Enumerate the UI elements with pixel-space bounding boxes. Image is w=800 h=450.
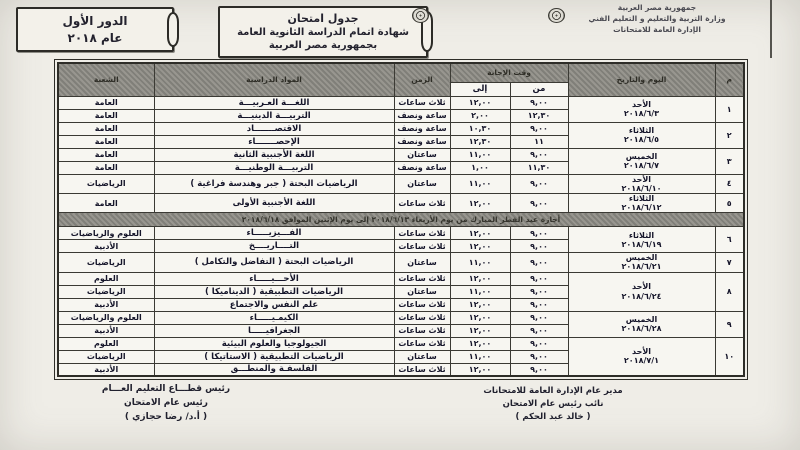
duration: ساعتان <box>394 350 450 363</box>
time-from: ٩,٠٠ <box>510 227 568 240</box>
time-from: ٩,٠٠ <box>510 324 568 337</box>
col-header-duration: الزمن <box>394 63 450 96</box>
time-from: ٩,٠٠ <box>510 193 568 212</box>
row-number: ٦ <box>715 227 744 253</box>
time-to: ١٢,٠٠ <box>450 193 510 212</box>
col-header-answer-time: وقت الإجابة <box>450 63 568 82</box>
exam-date: ٢٠١٨/٦/٢٤ <box>621 291 662 301</box>
subject: الجغرافيـــــا <box>154 324 394 337</box>
section: العامة <box>58 193 154 212</box>
duration: ثلاث ساعات <box>394 298 450 311</box>
row-number: ٢ <box>715 122 744 148</box>
signature-block-director <box>468 385 638 425</box>
time-from: ٩,٠٠ <box>510 285 568 298</box>
day-date-cell <box>568 272 715 311</box>
day-name: الأحد <box>631 99 652 109</box>
exam-date: ٢٠١٨/٦/٣ <box>623 109 660 118</box>
section: العامة <box>58 148 154 161</box>
col-header-subjects: المواد الدراسية <box>154 63 394 96</box>
time-from: ٩,٠٠ <box>510 148 568 161</box>
exam-date: ٢٠١٨/٦/١٩ <box>621 239 662 249</box>
day-name: الخميس <box>625 314 658 324</box>
time-from: ٩,٠٠ <box>510 174 568 193</box>
section: العامة <box>58 161 154 174</box>
time-to: ١٠,٣٠ <box>450 122 510 135</box>
time-from: ٩,٠٠ <box>510 253 568 272</box>
subject: الرياضيات البحتة ( جبر وهندسة فراغية ) <box>154 174 394 193</box>
exam-round-banner <box>16 7 174 52</box>
section: الرياضيات <box>58 174 154 193</box>
subject: علم النفس والاجتماع <box>154 298 394 311</box>
duration: ساعتان <box>394 285 450 298</box>
ministry-line-country: جمهورية مصر العربية <box>617 3 697 12</box>
signature-name: ( أ.د/ رضا حجازي ) <box>124 411 208 422</box>
day-date-cell <box>568 148 715 174</box>
time-to: ١٢,٠٠ <box>450 240 510 253</box>
day-date-cell <box>568 227 715 253</box>
duration: ثلاث ساعات <box>394 240 450 253</box>
time-from: ١٢,٣٠ <box>510 109 568 122</box>
section: العامة <box>58 109 154 122</box>
row-number: ٨ <box>715 272 744 311</box>
section: العلوم <box>58 337 154 350</box>
title-line-2: شهادة اتمام الدراسة الثانوية العامة <box>237 27 409 39</box>
day-name: الثلاثاء <box>628 193 655 203</box>
col-header-num: م <box>715 63 744 96</box>
time-from: ١١,٣٠ <box>510 161 568 174</box>
subject: اللغة الأجنبية الأولى <box>154 193 394 212</box>
day-date-cell <box>568 337 715 376</box>
section: الرياضيات <box>58 253 154 272</box>
subject: الأحـــيـــــاء <box>154 272 394 285</box>
time-from: ٩,٠٠ <box>510 350 568 363</box>
section: العامة <box>58 122 154 135</box>
scroll-spiral-icon <box>412 8 429 23</box>
row-number: ١ <box>715 96 744 122</box>
time-to: ١٢,٠٠ <box>450 96 510 109</box>
col-header-day-date: اليوم والتاريخ <box>568 63 715 96</box>
day-name: الخميس <box>625 151 658 161</box>
section: العامة <box>58 135 154 148</box>
time-to: ٢,٠٠ <box>450 109 510 122</box>
time-from: ٩,٠٠ <box>510 337 568 350</box>
scan-edge-artifact <box>770 0 772 58</box>
day-name: الثلاثاء <box>628 230 655 240</box>
signature-title: مدير عام الإدارة العامة للامتحانات <box>483 386 623 396</box>
duration: ثلاث ساعات <box>394 324 450 337</box>
scroll-roll-icon <box>167 12 179 47</box>
time-from: ٩,٠٠ <box>510 122 568 135</box>
col-header-section: الشعبة <box>58 63 154 96</box>
duration: ساعة ونصف <box>394 109 450 122</box>
time-from: ٩,٠٠ <box>510 363 568 376</box>
row-number: ٧ <box>715 253 744 272</box>
section: الأدبية <box>58 324 154 337</box>
time-to: ١٢,٠٠ <box>450 227 510 240</box>
subject: الاقتصـــــــاد <box>154 122 394 135</box>
schedule-title-banner <box>218 6 428 58</box>
time-to: ١٢,٠٠ <box>450 298 510 311</box>
exam-date: ٢٠١٨/٦/١٠ <box>621 183 662 193</box>
time-to: ١٢,٠٠ <box>450 324 510 337</box>
eid-holiday-note: أجازة عيد الفطر المبارك من يوم الأربعاء ٢٠١٨/٦/١٣ إلى يوم الإثنين الموافق ٢٠١٨/٦/١٨ <box>58 213 744 227</box>
time-to: ١٢,٠٠ <box>450 311 510 324</box>
subject: الكيمـيـــــاء <box>154 311 394 324</box>
subject: التربيـــة الوطنيـــة <box>154 161 394 174</box>
time-to: ١٢,٣٠ <box>450 135 510 148</box>
subject: الجيولوجيا والعلوم البيئية <box>154 337 394 350</box>
subject: التربيـــة الدينيـــة <box>154 109 394 122</box>
signature-block-sector-head <box>66 383 266 425</box>
time-to: ١١,٠٠ <box>450 350 510 363</box>
day-date-cell <box>568 193 715 212</box>
subject: الرياضيات التطبيقية ( الاستاتيكا ) <box>154 350 394 363</box>
section: الرياضيات <box>58 285 154 298</box>
subject: الرياضيات البحتة ( التفاضل والتكامل ) <box>154 253 394 272</box>
time-to: ١٢,٠٠ <box>450 272 510 285</box>
time-to: ١١,٠٠ <box>450 285 510 298</box>
time-from: ١١ <box>510 135 568 148</box>
duration: ساعة ونصف <box>394 161 450 174</box>
time-to: ١٢,٠٠ <box>450 337 510 350</box>
exam-schedule-table <box>57 62 745 377</box>
section: العامة <box>58 96 154 109</box>
row-number: ٥ <box>715 193 744 212</box>
time-to: ١٢,٠٠ <box>450 363 510 376</box>
row-number: ٣ <box>715 148 744 174</box>
row-number: ٩ <box>715 311 744 337</box>
duration: ساعة ونصف <box>394 135 450 148</box>
ministry-line-administration: الإدارة العامة للامتحانات <box>613 24 701 34</box>
time-from: ٩,٠٠ <box>510 240 568 253</box>
time-to: ١١,٠٠ <box>450 174 510 193</box>
subject: الفـــيزيـــــاء <box>154 227 394 240</box>
ministry-line-ministry: وزارة التربية والتعليم و التعليم الفني <box>588 13 726 23</box>
col-header-to: إلى <box>450 82 510 96</box>
day-date-cell <box>568 174 715 193</box>
day-name: الأحد <box>631 282 652 292</box>
subject: اللغـــة العـربيـــة <box>154 96 394 109</box>
section: الأدبية <box>58 298 154 311</box>
day-date-cell <box>568 122 715 148</box>
time-from: ٩,٠٠ <box>510 272 568 285</box>
round-year: عام ٢٠١٨ <box>67 30 123 45</box>
duration: ثلاث ساعات <box>394 272 450 285</box>
subject: اللغة الأجنبية الثانية <box>154 148 394 161</box>
section: العلوم والرياضيات <box>58 311 154 324</box>
duration: ساعتان <box>394 174 450 193</box>
signature-title: رئيس قطـــاع التعليم العـــام <box>101 384 231 394</box>
title-line-3: بجمهورية مصر العربية <box>268 40 378 52</box>
time-to: ١١,٠٠ <box>450 148 510 161</box>
duration: ثلاث ساعات <box>394 193 450 212</box>
subject: التــــاريــــخ <box>154 240 394 253</box>
title-line-1: جدول امتحان <box>287 11 359 25</box>
day-date-cell <box>568 253 715 272</box>
signature-role: نائب رئيس عام الامتحان <box>502 399 604 410</box>
day-name: الأحد <box>631 174 652 184</box>
duration: ساعتان <box>394 253 450 272</box>
day-name: الخميس <box>625 253 658 263</box>
subject: الرياضيات التطبيقية ( الديناميكا ) <box>154 285 394 298</box>
duration: ثلاث ساعات <box>394 227 450 240</box>
row-number: ٤ <box>715 174 744 193</box>
exam-date: ٢٠١٨/٦/٢١ <box>621 262 662 272</box>
day-date-cell <box>568 96 715 122</box>
round-label: الدور الأول <box>62 14 128 29</box>
row-number: ١٠ <box>715 337 744 376</box>
ministry-heading <box>548 3 766 36</box>
duration: ساعتان <box>394 148 450 161</box>
exam-date: ٢٠١٨/٦/٥ <box>623 135 660 144</box>
duration: ثلاث ساعات <box>394 311 450 324</box>
col-header-from: من <box>510 82 568 96</box>
section: العلوم والرياضيات <box>58 227 154 240</box>
signature-role: رئيس عام الامتحان <box>124 397 208 408</box>
section: العلوم <box>58 272 154 285</box>
subject: الفلسفـة والمنطـــق <box>154 363 394 376</box>
time-from: ٩,٠٠ <box>510 298 568 311</box>
signature-name: ( خالد عبد الحكم ) <box>515 412 591 423</box>
exam-date: ٢٠١٨/٦/١٢ <box>621 203 662 213</box>
day-date-cell <box>568 311 715 337</box>
day-name: الثلاثاء <box>628 125 655 135</box>
exam-date: ٢٠١٨/٧/١ <box>623 356 660 366</box>
duration: ثلاث ساعات <box>394 363 450 376</box>
duration: ثلاث ساعات <box>394 96 450 109</box>
time-from: ٩,٠٠ <box>510 96 568 109</box>
duration: ثلاث ساعات <box>394 337 450 350</box>
subject: الإحصـــــــاء <box>154 135 394 148</box>
exam-date: ٢٠١٨/٦/٧ <box>623 161 660 170</box>
exam-date: ٢٠١٨/٦/٢٨ <box>621 324 662 334</box>
section: الأدبية <box>58 363 154 376</box>
time-from: ٩,٠٠ <box>510 311 568 324</box>
section: الرياضيات <box>58 350 154 363</box>
time-to: ١١,٠٠ <box>450 253 510 272</box>
time-to: ١,٠٠ <box>450 161 510 174</box>
day-name: الأحد <box>631 347 652 357</box>
duration: ساعة ونصف <box>394 122 450 135</box>
section: الأدبية <box>58 240 154 253</box>
scroll-spiral-icon <box>548 8 565 23</box>
